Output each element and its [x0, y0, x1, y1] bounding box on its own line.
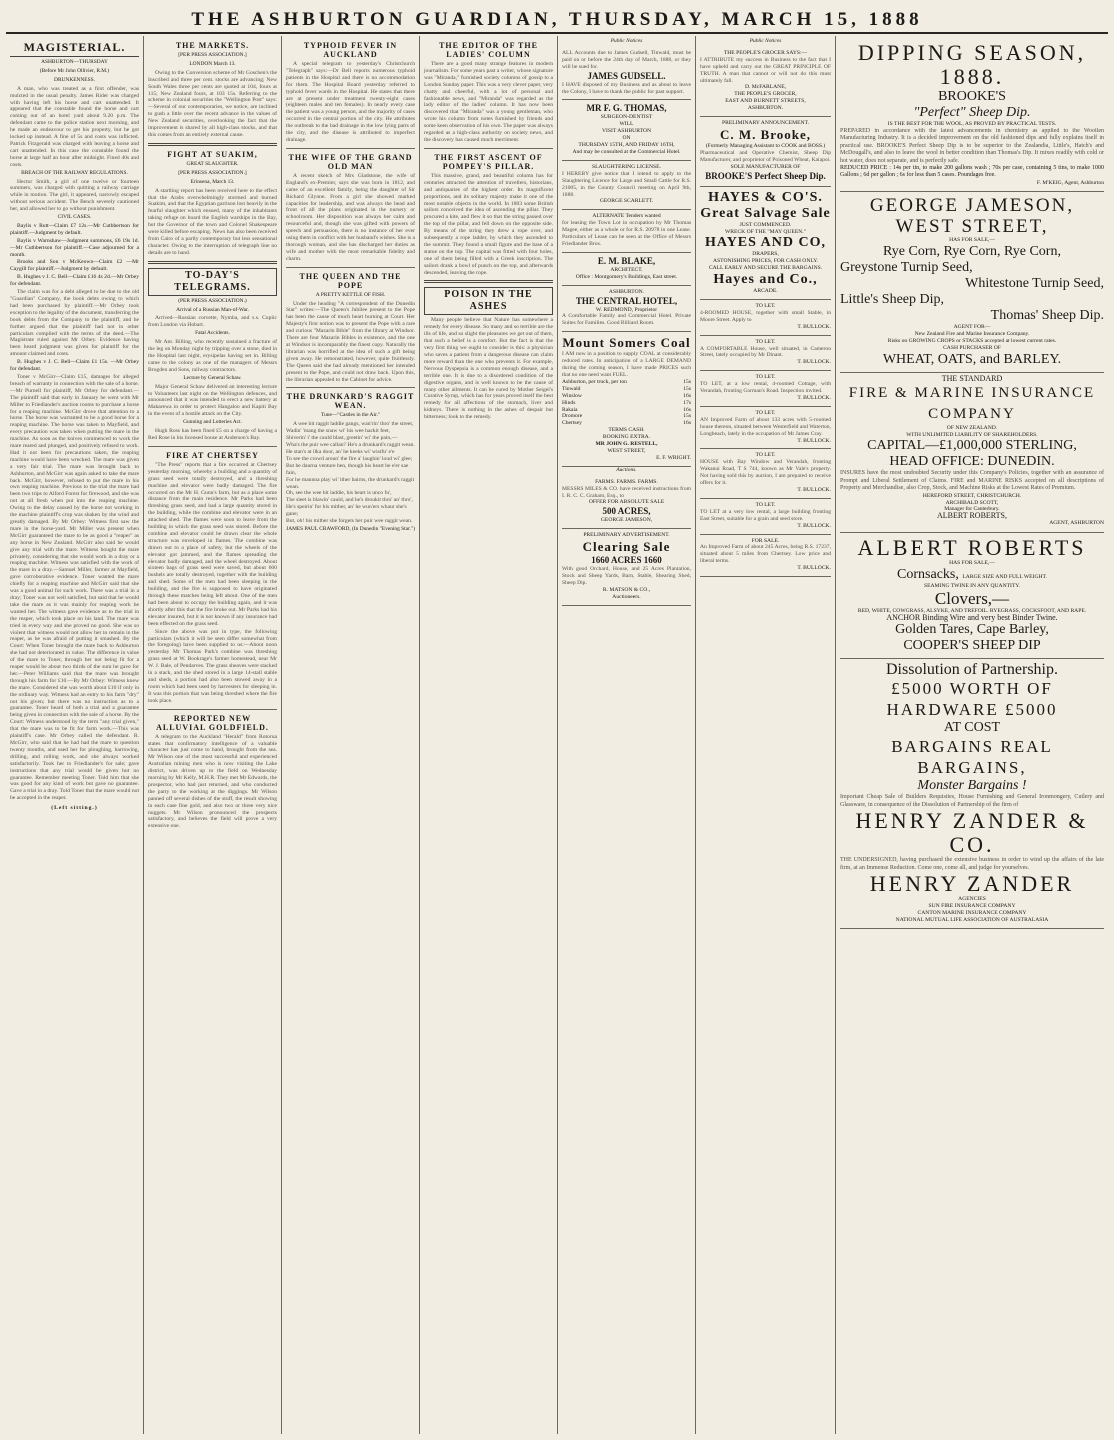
markets-dateline: LONDON March 13. — [189, 60, 236, 67]
body-text: This massive, grand, and beautiful column has for centuries attracted the attention of travellers, historians, and antiquaries of the highest order. Its magnificent proportions, and its solitary majesty make it one of the most notable objects in the world. In 1803 some British sailors conceived the idea of ascending the pillar. They procured a kite, and flew it so that the string passed over the top of the pillar, and fell down on the opposite side. By means of the string they drew a rope over, and subsequently a rope ladder, by which they ascended to the summit. They found a small figure and the base of a statue on the top. The capital was fitted with four holes, one of them being filled with a Greek inscription. The sailors drank a bowl of punch on the top, and afterwards descended, leaving the rope. — [424, 172, 553, 276]
case-item: Baylis v Rutt—Claim £7 12s.—Mr Cuthbertson for plaintiff.—Judgment by default. — [10, 222, 139, 236]
newspaper-title: THE ASHBURTON GUARDIAN, THURSDAY, MARCH 15, 1888 — [191, 9, 923, 30]
bullock-signature: T. BULLOCK. — [797, 395, 831, 401]
architect-advert — [562, 253, 691, 286]
notice-body: I HEREBY give notice that I intend to apply to the Slaughtering Licence for Large and Small Cattle for R.S. 21005, in the County Council meeting on April 9th, 1888. — [562, 170, 691, 198]
left-sitting-footer: (Left sitting.) — [51, 805, 98, 812]
section-railway: BREACH OF THE RAILWAY REGULATIONS. — [21, 169, 128, 176]
notice-body: AN Improved Farm of about 133 acres with 5-roomed house thereon, situated between Westerfield and Waterton, Longbeach, lately in the occupation of Mr James Cray. — [700, 416, 831, 437]
telegram-item: Gunning and Lotteries Act. — [183, 419, 242, 426]
dentist-name: MR F. G. THOMAS, — [586, 103, 667, 114]
tenders-heading: ALTERNATE Tenders wanted — [592, 213, 661, 220]
clearing-role: Auctioneers. — [612, 593, 641, 600]
clovers-heading: Clovers,— — [934, 589, 1010, 609]
grocer-signature: D. McFARLANE, — [744, 84, 787, 91]
notice-body: THE UNDERSIGNED, having purchased the extensive business in order to wind up the affairs of the late firm, at an Immense Reduction. Come one, come all, and judge for yourselves. — [840, 857, 1104, 871]
hayes-salvage-advert — [700, 187, 831, 300]
clover-list: RED, WHITE, COWGRASS, ALSYKE, AND TREFOIL. RYEGRASS, COCKSFOOT, AND RAPE. — [857, 608, 1087, 615]
gudsell-notice — [562, 47, 691, 101]
telegram-item: Arrival of a Russian Man-of-War. — [176, 306, 249, 313]
bullock-signature: T. BULLOCK. — [797, 522, 831, 529]
roberts-sacks — [840, 567, 1104, 583]
brooke-sub: (Formerly Managing Assistant to COOK and BOSS.) — [705, 142, 826, 149]
tares-line: Golden Tares, Cape Barley, — [895, 622, 1049, 638]
telegram-item: Fatal Accidents. — [195, 330, 230, 337]
notice-body: MESSRS MILES & CO. have received instructions from I. R. C. C. Graham, Esq., to — [562, 485, 691, 499]
standard-insurance-advert — [840, 373, 1104, 533]
typhoid-heading: TYPHOID FEVER IN AUCKLAND — [303, 41, 398, 59]
architect-name: E. M. BLAKE, — [597, 255, 656, 266]
price-row: Dromore 15s — [562, 413, 691, 420]
markets-assoc: [PER PRESS ASSOCIATION.] — [178, 52, 247, 58]
magisterial-dateline: ASHBURTON—THURSDAY — [41, 59, 108, 65]
monster-heading: Monster Bargains ! — [917, 778, 1027, 794]
prices-line: ASTONISHING PRICES, FOR CASH ONLY. — [713, 258, 818, 265]
column-typhoid-queen — [282, 36, 420, 1434]
body-text: Hector Smith, a girl of one twelve or fourteen summers, was charged with quitting a railway carriage while in motion. The girl, it appeared, narrowly escaped without serious accident. The Bench severely cautioned her, and allowed her to go without punishment. — [10, 178, 139, 213]
case-item: Brooks and Son v McKeown—Claim £2 —Mr Caygill for plaintiff.—Judgment by default. — [10, 259, 139, 273]
coal-booking: BOOKING EXTRA. — [602, 434, 651, 441]
dentist-will: WILL — [619, 121, 634, 128]
jameson-risks: Risks on GROWING CROPS or STACKS accepted at lowest current rates. — [887, 337, 1057, 344]
grocer-town: ASHBURTON. — [747, 105, 784, 112]
bullock-signature: T. BULLOCK. — [797, 437, 831, 444]
jameson-corn: Rye Corn, Rye Corn, Rye Corn, — [883, 244, 1061, 260]
jameson-street: WEST STREET, — [895, 216, 1049, 238]
tolet-heading: TO LET. — [755, 409, 776, 416]
prelim-heading: PRELIMINARY ADVERTISEMENT. — [583, 532, 670, 539]
body-text: A recent sketch of Mrs Gladstone, the wife of England's ex-Premier, says she was born in 1812, and came of an excellent family, being the daughter of Sir Richard Glynne. From a girl she showed marked capacities for leadership, and was always the head and front of all the plans originated in the nursery or schoolroom. Her disposition was always her calm and resourceful and, though she was gifted with powers of speech and persuasion, there is no instance of her ever using them in conflict with her husband's wishes. She is a thorough woman, and she has discharged her duties as wife and mother with the most remarkable fidelity and charm. — [286, 172, 415, 262]
jameson-cash: CASH PURCHASER OF — [943, 344, 1001, 351]
column-news-telegrams — [144, 36, 282, 1434]
clearing-heading: Clearing Sale — [582, 539, 671, 555]
tolet-notice — [700, 499, 831, 535]
tolet-notice — [700, 371, 831, 407]
farms-line: FARMS. FARMS. FARMS. — [595, 478, 658, 485]
alluvial-heading: REPORTED NEW ALLUVIAL GOLDFIELD. — [156, 713, 269, 732]
notice-body: I HAVE disposed of my Business and as about to leave the Colony, I have to thank the public for past support. — [562, 81, 691, 95]
notice-body: 4-ROOMED HOUSE, together with small Stable, in Moore Street. Apply to — [700, 309, 831, 323]
hayes-heading: HAYES & CO'S. — [708, 189, 823, 205]
jameson-name: GEORGE JAMESON, — [869, 195, 1075, 217]
notice-body: HOUSE with Bay Window and Verandah, fronting Wakanui Road, T S 744, known as Mr Vale's property. Not having sold this by auction, I am prepared to receive offers for it. — [700, 459, 831, 487]
standard-liability: WITH UNLIMITED LIABILITY OF SHAREHOLDERS. — [906, 431, 1038, 438]
jameson-thomas: Thomas' Sheep Dip. — [990, 308, 1104, 324]
body-text: There are a good many strange features in modern journalism. For some years past a writer, whose signature was "Miranda," furnished society columns of gossip to a London Sunday paper. This was a very clever paper, very chatty and cheerful, with a lot of personal and fashionable news, and "Miranda" was regarded as the lady editor of the ladies' column. It has now been discovered that "Miranda" was a young gentleman, who wrote his column from notes furnished by friends and some keen observation of his own. The paper was always regarded as a high-class authority on society news, and the discovery has caused much merriment. — [424, 61, 553, 143]
coal-street: WEST STREET, — [607, 447, 646, 454]
body-text: Major General Schaw delivered an interesting lecture to Volunteers last night on the Wellington defences, and announced that it was intended to erect a new battery at Makarewa in order to protect Hangaloo and Kapiti Bay in the event of a hostile attack on the City. — [148, 383, 277, 418]
farms-auction — [562, 476, 691, 530]
tolet-notice — [700, 336, 831, 372]
magisterial-bench: (Before Mr John Ollivier, R.M.) — [39, 67, 110, 74]
notice-body: A COMFORTABLE House, well situated, in Cameron Street, lately occupied by Mr Dinant. — [700, 345, 831, 359]
jameson-nz: New Zealand Fire and Marine Insurance Company. — [914, 330, 1030, 337]
telegrams-heading: TO-DAY'S TELEGRAMS. — [148, 268, 277, 296]
editor-heading: THE EDITOR OF THE LADIES' COLUMN — [439, 41, 538, 59]
standard-office: HEAD OFFICE: DUNEDIN. — [889, 454, 1055, 470]
standard-heading: THE STANDARD — [941, 373, 1003, 383]
notice-body: I AM now in a position to supply COAL at considerably reduced rates. In anticipation of a LARGE DEMAND during the coming season, I have made PRICES such that no one need want FUEL. — [562, 351, 691, 378]
notice-body: TO LET, at a low rental, 4-roomed Cottage, with Verandah, fronting Gorman's Road. Inspection invited. — [700, 381, 831, 395]
section-civil-cases: CIVIL CASES. — [57, 214, 92, 221]
brooke-advert — [700, 117, 831, 187]
gudsell-signature: JAMES GUDSELL. — [587, 70, 666, 81]
body-text: A startling report has been received here to the effect that the Arabs overwhelmingly stormed and burned Suakim, and that the Egyptian garrison lost heavily in the fearful slaughter which ensued, many of the inhabitants taking refuge on board the English warships in the Bay, but the Governor of the town and Colonel Shakespeare were killed before escaping. News has also been received from Cairo of a partly contemporary but less sensational character. Owing to the interruption of telegraph line no details are to hand. — [148, 187, 277, 256]
drapers-label: DRAPERS, — [752, 251, 779, 258]
brooke-dip: BROOKE'S Perfect Sheep Dip. — [705, 170, 826, 181]
notice-body: for leasing the Town Lot in occupation by Mr Thomas Magee, either as a whole or for R.S. 20978 in one Lease. Particulars of Lease can be seen at the Office of Messrs Friedlander Bros. — [562, 220, 691, 247]
tolet-heading: TO LET. — [755, 303, 776, 310]
roberts-heading: ALBERT ROBERTS — [857, 534, 1087, 560]
price-row: Winslow 16s — [562, 392, 691, 399]
telegram-item: Lecture by General Schaw. — [183, 374, 242, 381]
standard-christchurch: HEREFORD STREET, CHRISTCHURCH. — [922, 492, 1022, 499]
bullock-signature: T. BULLOCK. — [797, 486, 831, 493]
case-item: B. Hughes v J. C. Bell—Claim £1 15s. —Mr Orbey for defendant. — [10, 359, 139, 373]
brooke-maker: SOLE MANUFACTURER OF — [730, 163, 801, 170]
queen-pope-subheading: A PRETTY KETTLE OF FISH. — [315, 291, 386, 298]
bullock-signature: T. BULLOCK. — [797, 359, 831, 366]
architect-role: ARCHITECT. — [610, 266, 643, 273]
dipping-heading: DIPPING SEASON, 1888. — [857, 40, 1087, 89]
notice-body: Important Cheap Sale of Builders Requisites, House Furnishing and General Ironmongery, Cutlery and Glassware, in consequence of the Dissolution of Partnership of the firm of — [840, 794, 1104, 808]
telegrams-assoc: (PER PRESS ASSOCIATION.) — [178, 297, 247, 304]
wife-heading: THE WIFE OF THE GRAND OLD MAN — [288, 152, 413, 171]
dentist-advert — [562, 100, 691, 160]
dentist-visit: VISIT ASHBURTON — [601, 128, 652, 135]
agencies-label: AGENCIES — [958, 895, 986, 902]
standard-capital: CAPITAL—£1,000,000 STERLING, — [867, 438, 1077, 454]
standard-manager: Manager for Canterbury. — [944, 506, 1000, 513]
body-text: Mr Ant. Billing, who recently sustained a fracture of the leg on Monday night by tripping over a stone, died in the Hospital last night, erysipelas having set in. Billing came to the colony as one of the managers of Messrs Brogden and Sons, railway contractors. — [148, 339, 277, 373]
atcost-heading: AT COST — [943, 720, 1001, 736]
zander-advert — [840, 659, 1104, 928]
tolet-notice — [700, 449, 831, 498]
coal-terms: TERMS CASH. — [608, 427, 645, 434]
brooke-prelim: PRELIMINARY ANNOUNCEMENT. — [721, 120, 809, 127]
price-row: Hinds 17s — [562, 399, 691, 406]
public-notices-label: Public Notices — [749, 38, 782, 44]
body-text: Owing to the Conversion scheme of Mr Goschen's the Inscribed and three per cent. stocks are advancing; New South Wales three per cents are quoted at 104, fours at 115; New Zealand fours, at 103 15s. Referring to the scheme in colonial securities the "Wellington Post" says:—Several of our contemporaries, we notice, are inclined to gush a little over the recent advance in the values of New Zealand securities, overlooking the fact that the improvement is shared by all high-class stocks, and that this comes from an entirely external cause. — [148, 69, 277, 138]
queen-pope-heading: THE QUEEN AND THE POPE — [299, 271, 402, 290]
farms-acres: 500 ACRES, — [602, 506, 651, 517]
hayes-big: HAYES AND CO, — [704, 235, 826, 251]
suakim-dateline: Erinsena, March 13. — [190, 178, 235, 185]
jameson-littles: Little's Sheep Dip, — [840, 292, 945, 308]
poison-ashes-heading: POISON IN THE ASHES — [424, 287, 553, 315]
body-text: Many people believe that Nature has somewhere a remedy for every disease. So many and so terrible are the ills of life, and so slight the pleasures we get out of them, that such a belief is a comfort. But the fact is that the very first thing we ought to consider is this: a physician who saves a patient from a dangerous disease can claim more reward than the one who prevents it. For example, Nervous Dyspepsia is a common enough disease, and a terrible one. It is due to a disordered condition of the digestive organs, and is well known to be the cause of many other ailments. It can be cured by Mother Seigel's Curative Syrup, which has for years proved itself the best remedy for all affections of the stomach, liver and kidneys. There is nothing in the ashes of despair but bitterness; look to the remedy. — [424, 317, 553, 421]
jameson-agent: AGENT FOR— — [953, 324, 991, 331]
auctions-label: Auctions. — [616, 466, 637, 473]
body-text: Toner v McGirr—Claim £15, damages for alleged breach of warranty in connection with the sale of a horse.—Mr Purnell for plaintiff, Mr Orbey for defendant.—The plaintiff said that early in January he went with Mr Miller to Friedlander's auction rooms to purchase a horse for a reaping machine. McGirr drove that attention to a horse. The horse was warranted to be a good horse for a reaping machine. The horse was taken to Mayfield, and every precaution was taken when putting the mare in the machine. As soon as the knives commenced to work the mare reared and plunged, and positively refused to work. Had it not been for precautions taken, the reaping machine would have been wrecked. The mare was given a very fair trial. The mare was brought back to Ashburton, and McGirr was again asked to take the mare back. McGirr, however, refused to put the mare in his own reaping machine. Previous to the trial the mare had been two trips to Alford Forest for firewood, and she was not at all fresh when put into the reaping machine. Owing to the delay caused by the horse not working in the machine plaintiff's crop was shaken by the wind and greatly damaged. By Mr Orbey: Witness first saw the mare in the horse-yard. Mr Miller was present when McGirr guaranteed the mare to be as good a "reaper" as any horse in New Zealand. McGirr also said he would give any trial with the mare. Witness bought the mare privately, considering that she would work in a dray or a reaping machine. Witness was satisfied with the work of the mare in a dray.—Samuel Miller, farmer at Mayfield, gave corroborative evidence. Toner wanted the mare chiefly for a reaping machine and McGirr said that she was a good animal for such work. There was a trial in a dray; Toner was not well satisfied, but said that he would take the mare as it was mainly for reaping work he wanted her. The witness gave evidence as to the trial in the reaper, which took place on his land. The mare was tried in every way and she proved no good. She was so violent that witness would not allow her to remain in the reaper, as he was afraid of putting it smashed. By the Court: When Toner brought the mare back to Ashburton she had not deteriorated in value. The difference in value of the mare to Toner, through her not being fit for a reaper would be about two thirds of the sum he gave for her.—Peter Williams said that the mare was brought through his farm for £10.—By Mr Orbey: Witness knew the mare. Considered she was worth about £10 if only in the ordinary way. Witness had an entry to his farm "dry" not his given; but there was no instruction as to a guarantee. Toner heard of both a trial and a guarantee being given in connection with the sale of a horse. By the Court: Witness understood by the term "any trial given," that the mare was to be fit for farm work.—This was plaintiff's case. Mr Orbey called the defendant. R. McGirr, who said that he had had the mare to question twenty months, and used her for ploughing, harrowing, drilling, and rolling work, and she always worked satisfactorily. Took her to Friedlander's for sale; gave instructions that any trial would be given but no guarantee. Remember meeting Toner. Told him that she was good for any kind of work but gave no guarantee. Gave a trial in a dray. Told Toner that the mare would not be accepted in the reaper. — [10, 373, 139, 802]
notice-body: INSURES have the most undoubted Security under this Company's Policies, together with an assurance of Prompt and Liberal Settlement of Claims. FIRE and MARINE RISKS accepted on all descriptions of Property and Merchandise, also Crop, Stock, and Machine Risks at the Lowest Rates of Premium. — [840, 470, 1104, 492]
section-drunkenness: DRUNKENNESS. — [54, 76, 95, 83]
column-display-adverts — [836, 36, 1108, 1434]
roberts-twine: SEAMING TWINE IN ANY QUANTITY. — [923, 582, 1021, 589]
agency-item: NATIONAL MUTUAL LIFE ASSOCIATION OF AUSTRALASIA — [895, 916, 1049, 923]
case-item: B. Hughes v J. C. Bell—Claim £16 4s 2d.—Mr Orbey for defendant. — [10, 274, 139, 288]
bargains-heading: BARGAINS REAL BARGAINS, — [891, 737, 1053, 778]
brooke-best: IS THE BEST FOR THE WOOL, AS PROVED BY PRACTICAL TESTS. — [887, 121, 1057, 127]
clearing-signature: R. MATSON & CO., — [602, 586, 651, 593]
body-text: A man, who was treated as a first offender, was mulcted in the usual penalty. James Rider was charged with having left his horse and cart unattended. It appeared that the constable found the horse and cart coming out of an hotel yard about 9.20 p.m. The defendant came to the police station next morning, and he made an endeavour to get his property, but he got locked up instead. A fine of 5s and costs was inflicted. Patrick Fitzgerald was charged with leaving a horse and cart unattended. In this case the constable found the horse at large half an hour after midnight. Fined 40s and costs. — [10, 85, 139, 168]
grocer-title: THE PEOPLE'S GROCER, — [734, 91, 797, 98]
notice-body: I ATTRIBUTE my success in Business to the fact that I have upheld and carry out the GREAT PRINCIPLE OF TRUTH. A man that cannot or will not do this must ultimately fall. — [700, 56, 831, 84]
zander-heading: HENRY ZANDER & CO. — [855, 808, 1089, 858]
standard-name: FIRE & MARINE INSURANCE COMPANY — [848, 384, 1096, 422]
brooke-heading: BROOKE'S — [938, 89, 1006, 104]
farms-signature: GEORGE JAMESON, — [600, 517, 653, 524]
brooke-price: REDUCED PRICE : 14s per tin, to make 200 gallons wash ; 70s per case, containing 5 tins, to make 1000 Gallons ; 6d per gallon ; 6s for less than 5 cases. Poundages free. — [840, 164, 1104, 179]
notice-body: ALL Accounts due to James Gudsell, Tinwald, must be paid on or before the 24th day of March, 1888, or they will be sued for. — [562, 49, 691, 70]
price-row: Chertsey 16s — [562, 420, 691, 427]
dentist-on: ON — [622, 135, 631, 142]
agency-item: CANTON MARINE INSURANCE COMPANY — [917, 909, 1027, 916]
brooke-agent: F. M'KEIG, Agent, Ashburton — [1036, 179, 1104, 186]
body-text: A special telegram to yesterday's Christchurch "Telegraph" says:—Dr Bell reports numerous typhoid patients in the Hospital and there is no accommodation for them. The Hospital Board yesterday referred to typhoid fever wards in the Hospital. He states that there are at present under treatment twenty-eight cases (eighteen males and ten females). In nearly every case the patient was a young person, and the majority of cases occurred in the central portion of the city. He attributes the outbreak to the bad drainage in the low lying parts of the city, and the disease is attributed to imperfect drainage. — [286, 61, 415, 143]
body-text: The claim was for a debt alleged to be due to the old "Guardian" Company, the book debts owing to which had been purchased by plaintiff.—Mr Orbey took exception to the legality of the document, transferring the book debts from the Company to the plaintiff, and he further argued that the plaintiff had not in other particulars complied with the terms of the deed.—The Magistrate ruled against Mr Orbey. Evidence having been heard judgment was given for plaintiff for the amount claimed and costs. — [10, 289, 139, 358]
roberts-agent-role: AGENT, ASHBURTON — [1049, 520, 1104, 527]
body-text: A wee bit raggit laddie gangs, wan'rin' thro' the street, Wadin' 'mang the snaw wi' his wee hackit feet, Shiverin' i' the cauld blast, greetin' wi' the pain,— Wha's the puir wee callan? He's a drunkard's raggit wean. He stan's at ilka door, an' he keeks wi' wistfu' e'e To see the crowd aroun' the fire a' laughin' loud wi' glee; But he daurna venture ben, though his heart be e'er sae fain, For he maunna play wi' ither bairns, the drunkard's raggit wean. Oh, see the wee bit laddie, his heart is unco fu', The sleet is blawin' cauld, and he's droukit thro' an' thro', He's speirin' for his mither, an' he wun'ers whaur she's gane; But, oh! his mither she forgets her puir wee raggit wean. — [286, 421, 415, 525]
jameson-advert — [840, 192, 1104, 373]
hardware-heading: £5000 WORTH OF HARDWARE £5000 — [886, 679, 1058, 720]
cooper-line: COOPER'S SHEEP DIP — [903, 638, 1041, 654]
suakim-heading: FIGHT AT SUAKIM, — [167, 149, 258, 159]
ragged-wean-author: JAMES PAUL CRAWFORD, (In Dunedin "Evening Star.") — [286, 525, 415, 532]
body-text: Arrived—Russian corvette, Nymba, and s.s. Copiic from London via Hobart. — [148, 315, 277, 329]
coal-price-list — [562, 379, 691, 427]
column-magisterial — [6, 36, 144, 1434]
roberts-advert — [840, 533, 1104, 660]
column-public-notices-2 — [696, 36, 836, 1434]
roberts-agent: ALBERT ROBERTS, — [936, 511, 1007, 521]
column-editor-pompey — [420, 36, 558, 1434]
pompey-heading: THE FIRST ASCENT OF POMPEY'S PILLAR. — [434, 152, 543, 171]
bullock-signature: T. BULLOCK. — [797, 323, 831, 330]
tolet-heading: TO LET. — [755, 338, 776, 345]
ragged-wean-tune: Tune—"Castles in the Air." — [320, 412, 380, 419]
markets-heading: THE MARKETS. — [175, 41, 250, 50]
coal-heading: Mount Somers Coal — [562, 335, 691, 351]
bargains-line: CALL EARLY AND SECURE THE BARGAINS. — [708, 265, 823, 272]
dentist-hotel: And may be consulted at the Commercial Hotel. — [572, 148, 681, 155]
grocer-address: EAST AND BURNETT STREETS, — [725, 98, 806, 105]
public-notices-label: Public Notices — [610, 38, 643, 44]
dentist-role: SURGEON-DENTIST — [600, 114, 653, 121]
clearing-sale — [562, 529, 691, 605]
fire-chertsey-heading: FIRE AT CHERTSEY — [166, 450, 259, 460]
ragged-wean-heading: THE DRUNKARD'S RAGGIT WEAN. — [286, 392, 415, 411]
wreck-line: WRECK OF THE "MAY QUEEN." — [725, 228, 806, 235]
column-public-notices-1 — [558, 36, 696, 1434]
grocer-heading: THE PEOPLE'S GROCER SAYS:— — [723, 49, 808, 56]
price-row: Ashburton, per truck, per ton 15s — [562, 378, 691, 385]
price-row: Rakaia 16s — [562, 406, 691, 413]
slaughter-signature: GEORGE SCARLETT. — [599, 198, 654, 205]
slaughter-notice — [562, 161, 691, 210]
zander-signature: HENRY ZANDER — [869, 870, 1075, 896]
agency-item: SUN FIRE INSURANCE COMPANY — [928, 902, 1016, 909]
body-text: A telegram to the Auckland "Herald" from Rotorua states that confirmatory intelligence of a valuable character has just come to hand, brought from the sea. Mr Wilson one of the most successful and experienced Australian mining men who is now visiting the Lake district, was driven up to the field on Wednesday morning by Mr Kelly, M.H.R. They met Mr Edwards, the prospector, who had just returned, and who conducted the party to the working at the diggings. Mr Wilson panned off several dishes of the stuff, the result showing in each case fine gold, and also two or three very nice nuggets. Mr Wilson pronounced the prospects satisfactory, and believes the field will prove a very extensive one. — [148, 733, 277, 830]
clearing-acres: 1660 ACRES 1660 — [591, 555, 662, 566]
tenders-notice — [562, 210, 691, 253]
tolet-heading: TO LET. — [755, 374, 776, 381]
jameson-wheat: WHEAT, OATS, and BARLEY. — [882, 351, 1062, 367]
grocer-advert — [700, 47, 831, 117]
coal-signature: E. F. WRIGHT. — [656, 454, 691, 461]
body-text: Under the heading "A correspondent of the Dunedin Star" writes:—The Queen's Jubilee present to the Pope has been the cause of much heart burning at Court. Her Majesty's first notion was to present the Pope with a rare and curious "Mazarin Bible" from the library at Windsor. There are four Mazarin Bibles in existence, and the one at Windsor is incomparably the finest copy. Naturally the librarian was horrified at the idea of such a gift being given away. He remonstrated, however, quite fruitlessly. The Queen said she had already mentioned her intended present to the Pope, and could not draw back. Upon this, the librarian appealed to the Cabinet for advice. — [286, 300, 415, 383]
suakim-assoc: [PER PRESS ASSOCIATION.] — [178, 169, 247, 176]
roberts-sacks-label: Cornsacks, — [897, 566, 959, 582]
salvage-heading: Great Salvage Sale — [700, 205, 831, 221]
salvage-sub: JUST COMMENCED. — [739, 221, 792, 228]
notice-body: Pharmaceutical and Operative Chemist, Sheep Dip Manufacturer, and proprietor of Poisoned Wheat, Kaiapoi. — [700, 149, 831, 163]
standard-nz: OF NEW ZEALAND. — [946, 424, 998, 431]
tolet-heading: TO LET. — [755, 452, 776, 459]
hotel-town: ASHBURTON. — [608, 288, 645, 295]
arcade-label: ARCADE. — [753, 288, 778, 295]
hotel-name: THE CENTRAL HOTEL, — [575, 295, 678, 306]
notice-body: With good Orchard, House, and 25 Acres Plantation, Stock and Sheep Yards, Barn, Stable, Shearing Shed, Sheep Dip. — [562, 566, 691, 586]
notice-body: An Improved Farm of about 245 Acres, being R.S. 17237, situated about 5 miles from Chertsey. Low price and liberal terms. — [700, 544, 831, 565]
body-text: Since the above was put in type, the following particulars (which it will be seen differ somewhat from the foregoing) have been supplied to us:—About noon yesterday Mr Thomas Park's combine was threshing grass seed at W. Bookrage's farmer homestead, near Mr W. J. Bale, of Pendarves. The grass sheaves were stacked in a stack, and the shed stored in a large 14-stall stable and sheds, a portion had also been stowed away in a room which had been used by harvesters for sleeping in. It was this portion that was being threshed where the fire took place. — [148, 628, 277, 704]
coal-advert — [562, 332, 691, 467]
tolet-notice — [700, 300, 831, 336]
jameson-sale: HAS FOR SALE,— — [949, 237, 995, 244]
architect-office: Office : Montgomery's Buildings, East street. — [575, 273, 678, 280]
central-hotel-advert — [562, 286, 691, 333]
brooke-name: C. M. Brooke, — [719, 126, 812, 142]
standard-archibald: ARCHIBALD SCOTT, — [945, 499, 999, 506]
notice-body: A Comfortable Family and Commercial Hotel. Private Suites for Families. Good Billiard Room. — [562, 313, 691, 327]
bullock-signature: T. BULLOCK. — [797, 565, 831, 572]
dentist-dates: THURSDAY 15TH, AND FRIDAY 16TH, — [578, 142, 675, 149]
page-columns — [6, 36, 1108, 1434]
tolet-heading: TO LET. — [755, 501, 776, 508]
suakim-subheading: GREAT SLAUGHTER. — [186, 160, 239, 167]
coal-agent: MR JOHN G. RESTELL, — [595, 441, 658, 448]
notice-body: TO LET at a very low rental, a large building fronting East Street, suitable for a grain and seed store. — [700, 508, 831, 522]
price-row: Tinwald 15s — [562, 385, 691, 392]
roberts-sacks-sub: LARGE SIZE AND FULL WEIGHT. — [962, 573, 1047, 580]
forsale-heading: FOR SALE. — [751, 537, 780, 544]
slaughter-heading: SLAUGHTERING LICENSE. — [592, 163, 661, 170]
anchor-line: ANCHOR Binding Wire and very best Binder Twine. — [886, 613, 1058, 623]
jameson-white: Whitestone Turnip Seed, — [965, 276, 1104, 292]
body-text: Hugh Ross has been fined £5 on a charge of having a Red Rose in his licensed house at Anderson's Bay. — [148, 428, 277, 441]
dissolution-heading: Dissolution of Partnership. — [886, 661, 1058, 679]
magisterial-heading: MAGISTERIAL. — [10, 41, 139, 57]
brooke-dip-advert — [840, 38, 1104, 192]
hotel-proprietor: W. REDMOND, Proprietor — [595, 306, 658, 313]
roberts-sale: HAS FOR SALE,— — [949, 559, 995, 566]
farms-sale: OFFER FOR ABSOLUTE SALE — [588, 499, 665, 506]
body-text: "The Press" reports that a fire occurred at Chertsey yesterday morning, whereby a building and a quantity of grass seed were totally destroyed, and a threshing machine and elevator were badly damaged. The fire occurred on the Mr H. Gunn's farm, but as a place some distance from the main residence. Mr Parks had been threshing grass seed, and had a large quantity stored in the building, while the combine and elevator were in an attached shed. The flames were soon to leave from the building in which the grass seed was stored. Before the combine and elevator could be drawn clear the whole structure was enveloped in flames. The combine was drawn out to a place of safety, but the wheels of the elevator got jammed, and the flames spreading the elevator badly damaged, and the wheel destroyed. About sixteen bags of grass seed were saved, but about 600 bushels are totally destroyed, together with the building and shed. Some of the men had been sleeping in the building, and the fire is supposed to have originated through these matches being left about. One of the men had been about to occupy the building again, and it was shortly after this that the fire broke out. Mr Parks had his elevator insured, but it is not known if any insurance had been effected on the grass seed. — [148, 461, 277, 627]
tolet-notice — [700, 407, 831, 450]
jameson-turnip: Greystone Turnip Seed, — [840, 260, 973, 276]
forsale-notice — [700, 535, 831, 578]
brooke-tagline: "Perfect" Sheep Dip. — [913, 105, 1031, 120]
masthead — [6, 8, 1108, 34]
hayes-small: Hayes and Co., — [713, 272, 818, 288]
notice-body: PREPARED in accordance with the latest advancements in chemistry as applied to the Woollen Manufacturing Industry. It is a decided improvement on the old fashioned dips and fully explains itself in practical use. BROOKE'S Perfect Sheep Dip is to be superior to the Zealandia, Little's, Hatch's and McDougall's, and also to leave the wool in better condition than Thomas's Dip. It mixes readily with cold or hot water, does not separate, and is perfectly safe. — [840, 127, 1104, 164]
case-item: Baylis v Warnshaw—Judgment summons, £6 19s 1d.—Mr Cuthbertson for plaintiff.—Case adjourned for a month. — [10, 237, 139, 258]
